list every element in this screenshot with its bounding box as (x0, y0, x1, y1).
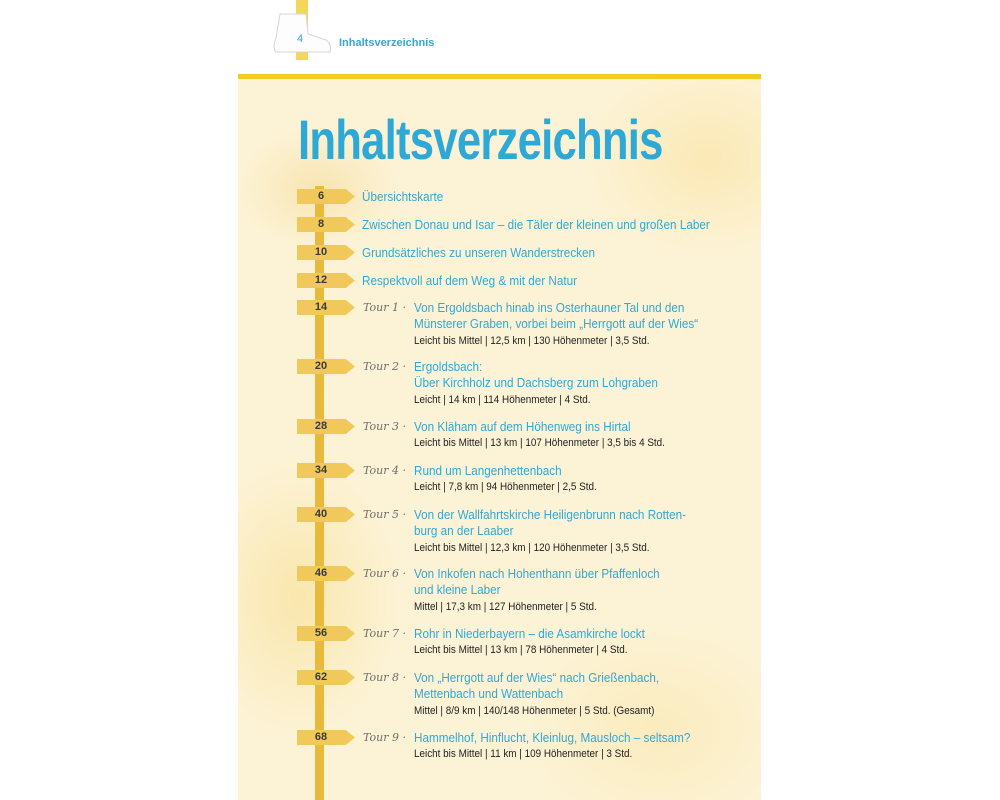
tour-title: Von Kläham auf dem Höhenweg ins Hirtal (414, 419, 631, 434)
tour-label: Tour 3 · (363, 420, 406, 433)
tour-details: Leicht | 7,8 km | 94 Höhenmeter | 2,5 Std. (414, 481, 597, 493)
tour-title: Von der Wallfahrtskirche Heiligenbrunn nach Rotten- burg an der Laaber (414, 507, 687, 538)
entry-title: Grundsätzliches zu unseren Wanderstrecken (362, 245, 596, 260)
tour-title: Von Ergoldsbach hinab ins Osterhauner Tal und den Münsterer Graben, vorbei beim „Herrgott auf der Wies“ (414, 300, 699, 331)
tour-title: Von Inkofen nach Hohenthann über Pfaffenloch und kleine Laber (414, 566, 660, 597)
page-ref: 14 (314, 301, 328, 313)
entry-title: Respektvoll auf dem Weg & mit der Natur (362, 273, 578, 288)
page-ref: 12 (314, 274, 328, 286)
tour-label: Tour 4 · (363, 464, 406, 477)
page-ref: 40 (314, 508, 328, 520)
tour-details: Leicht bis Mittel | 11 km | 109 Höhenmeter | 3 Std. (414, 748, 633, 760)
tour-label: Tour 8 · (363, 671, 406, 684)
page-title: Inhaltsverzeichnis (298, 108, 663, 171)
tour-title: Ergoldsbach: Über Kirchholz und Dachsberg zum Lohgraben (414, 359, 658, 390)
tour-title: Rohr in Niederbayern – die Asamkirche lockt (414, 626, 645, 641)
entry-title: Übersichtskarte (362, 189, 444, 204)
page-ref: 46 (314, 567, 328, 579)
page-number: 4 (297, 33, 304, 45)
tour-details: Leicht bis Mittel | 12,5 km | 130 Höhenmeter | 3,5 Std. (414, 335, 650, 347)
page-ref: 28 (314, 420, 328, 432)
page-ref: 62 (314, 671, 328, 683)
tour-details: Leicht | 14 km | 114 Höhenmeter | 4 Std. (414, 394, 591, 406)
running-header-title: Inhaltsverzeichnis (339, 37, 435, 49)
tour-label: Tour 1 · (363, 301, 406, 314)
page-ref: 68 (314, 731, 328, 743)
tour-details: Mittel | 17,3 km | 127 Höhenmeter | 5 Std. (414, 601, 597, 613)
tour-label: Tour 5 · (363, 508, 406, 521)
tour-title: Von „Herrgott auf der Wies“ nach Grießenbach, Mettenbach und Wattenbach (414, 670, 660, 701)
page-ref: 20 (314, 360, 328, 372)
page-ref: 8 (317, 218, 325, 230)
page-ref: 34 (314, 464, 328, 476)
toc-page (238, 79, 761, 800)
tour-details: Leicht bis Mittel | 13 km | 78 Höhenmeter | 4 Std. (414, 644, 628, 656)
tour-details: Mittel | 8/9 km | 140/148 Höhenmeter | 5 Std. (Gesamt) (414, 705, 655, 717)
tour-title: Rund um Langenhettenbach (414, 463, 562, 478)
page-ref: 6 (317, 190, 325, 202)
tour-label: Tour 2 · (363, 360, 406, 373)
tour-title: Hammelhof, Hinflucht, Kleinlug, Mausloch – seltsam? (414, 730, 691, 745)
tour-label: Tour 9 · (363, 731, 406, 744)
tour-details: Leicht bis Mittel | 12,3 km | 120 Höhenmeter | 3,5 Std. (414, 542, 650, 554)
tour-details: Leicht bis Mittel | 13 km | 107 Höhenmeter | 3,5 bis 4 Std. (414, 437, 665, 449)
tour-label: Tour 6 · (363, 567, 406, 580)
entry-title: Zwischen Donau und Isar – die Täler der kleinen und großen Laber (362, 217, 710, 232)
tour-label: Tour 7 · (363, 627, 406, 640)
page-ref: 56 (314, 627, 328, 639)
page-ref: 10 (314, 246, 328, 258)
